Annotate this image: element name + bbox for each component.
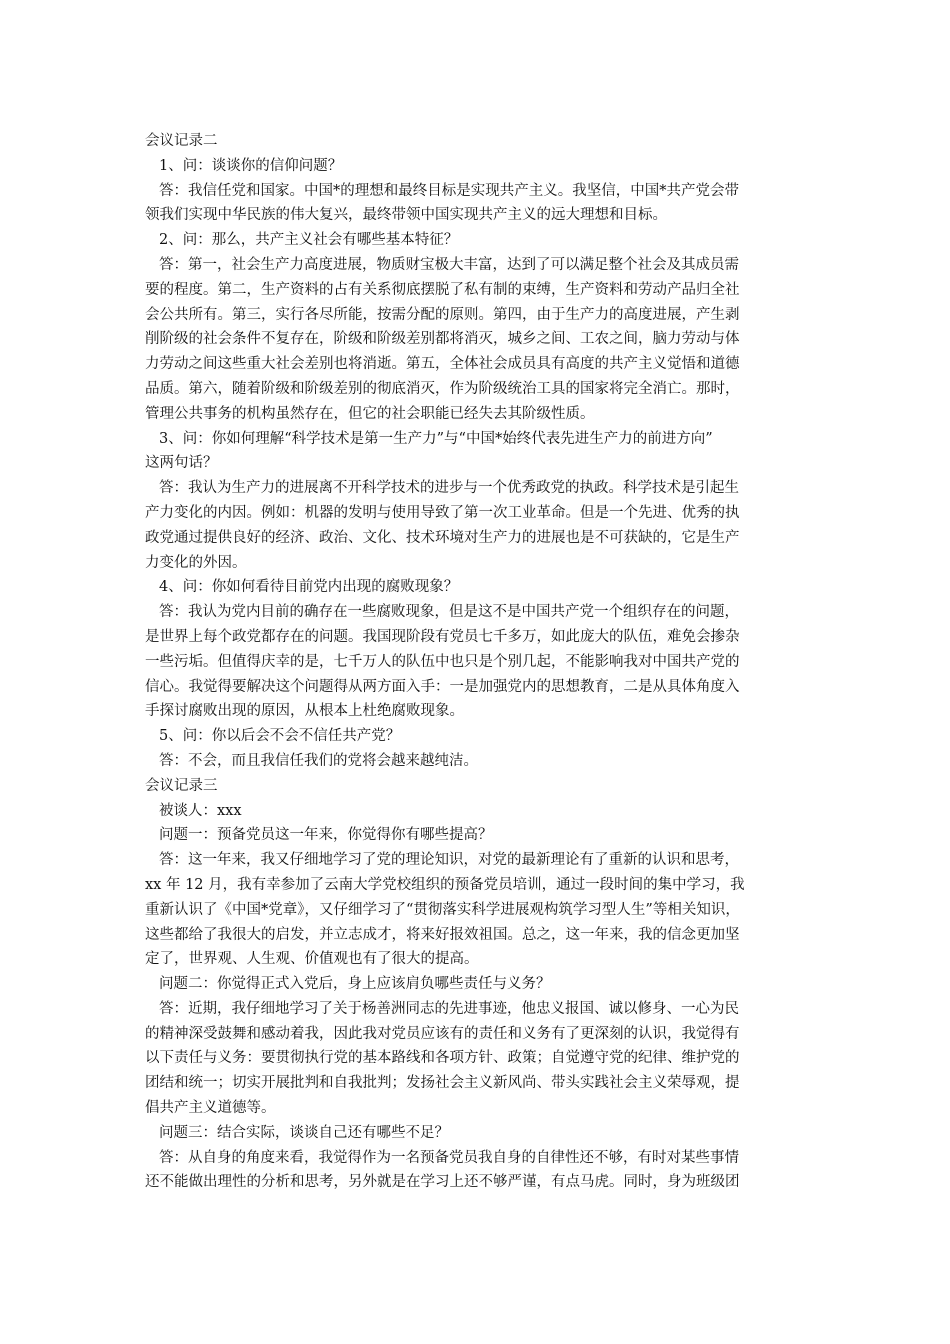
text-line: 力变化的外因。 [145, 554, 247, 571]
text-line: 削阶级的社会条件不复存在，阶级和阶级差别都将消灭，城乡之间、工农之间，脑力劳动与体 [145, 331, 740, 348]
text-line: 手探讨腐败出现的原因，从根本上杜绝腐败现象。 [145, 703, 464, 720]
text-line: 这些都给了我很大的启发，并立志成才，将来好报效祖国。总之，这一年来，我的信念更加坚 [145, 926, 740, 943]
text-line: 重新认识了《中国*党章》，又仔细学习了“贯彻落实科学进展观构筑学习型人生”等相关知识， [145, 901, 740, 918]
text-line: 领我们实现中华民族的伟大复兴，最终带领中国实现共产主义的远大理想和目标。 [145, 207, 667, 224]
text-line: 答：我认为生产力的进展离不开科学技术的进步与一个优秀政党的执政。科学技术是引起生 [159, 480, 739, 497]
text-line: 这两句话？ [145, 455, 218, 472]
text-line: 2、问：那么，共产主义社会有哪些基本特征？ [159, 232, 459, 249]
text-line: 团结和统一；切实开展批判和自我批判；发扬社会主义新风尚、带头实践社会主义荣辱观，提 [145, 1075, 740, 1092]
text-line: 5、问：你以后会不会不信任共产党？ [159, 728, 401, 745]
text-line: 定了，世界观、人生观、价值观也有了很大的提高。 [145, 951, 479, 968]
text-line: 答：从自身的角度来看，我觉得作为一名预备党员我自身的自律性还不够，有时对某些事情 [159, 1149, 739, 1166]
text-line: 问题二：你觉得正式入党后，身上应该肩负哪些责任与义务？ [159, 976, 551, 993]
text-line: 以下责任与义务：要贯彻执行党的基本路线和各项方针、政策；自觉遵守党的纪律、维护党的 [145, 1050, 740, 1067]
text-line: 会公共所有。第三，实行各尽所能，按需分配的原则。第四，由于生产力的高度进展，产生剥 [145, 306, 740, 323]
text-line: 的精神深受鼓舞和感动着我，因此我对党员应该有的责任和义务有了更深刻的认识，我觉得有 [145, 1025, 740, 1042]
text-line: 问题一：预备党员这一年来，你觉得你有哪些提高？ [159, 827, 493, 844]
text-line: 还不能做出理性的分析和思考，另外就是在学习上还不够严谨，有点马虎。同时，身为班级团 [145, 1174, 740, 1191]
text-line: 答：我信任党和国家。中国*的理想和最终目标是实现共产主义。我坚信，中国*共产党会带 [159, 182, 739, 199]
text-line: 力劳动之间这些重大社会差别也将消逝。第五，全体社会成员具有高度的共产主义觉悟和道德 [145, 356, 740, 373]
text-line: 被谈人：xxx [159, 802, 242, 819]
text-line: 是世界上每个政党都存在的问题。我国现阶段有党员七千多万，如此庞大的队伍，难免会掺杂 [145, 628, 740, 645]
text-line: 一些污垢。但值得庆幸的是，七千万人的队伍中也只是个别几起，不能影响我对中国共产党的 [145, 653, 740, 670]
text-line: 答：第一，社会生产力高度进展，物质财宝极大丰富，达到了可以满足整个社会及其成员需 [159, 256, 739, 273]
text-line: 3、问：你如何理解“科学技术是第一生产力”与“中国*始终代表先进生产力的前进方向” [159, 430, 713, 447]
text-line: 管理公共事务的机构虽然存在，但它的社会职能已经失去其阶级性质。 [145, 405, 595, 422]
text-line: 产力变化的内因。例如：机器的发明与使用导致了第一次工业革命。但是一个先进、优秀的执 [145, 504, 740, 521]
text-line: 答：我认为党内目前的确存在一些腐败现象，但是这不是中国共产党一个组织存在的问题， [159, 604, 739, 621]
text-line: 4、问：你如何看待目前党内出现的腐败现象？ [159, 579, 459, 596]
text-line: xx 年 12 月，我有幸参加了云南大学党校组织的预备党员培训，通过一段时间的集中学习，我 [145, 876, 745, 893]
text-line: 答：这一年来，我又仔细地学习了党的理论知识，对党的最新理论有了重新的认识和思考， [159, 852, 739, 869]
text-line: 答：不会，而且我信任我们的党将会越来越纯洁。 [159, 752, 478, 769]
text-line: 答：近期，我仔细地学习了关于杨善洲同志的先进事迹，他忠义报国、诚以修身、一心为民 [159, 1000, 739, 1017]
text-line: 问题三：结合实际，谈谈自己还有哪些不足？ [159, 1124, 449, 1141]
document-page [145, 129, 815, 1195]
text-line: 会议记录三 [145, 777, 218, 794]
text-line: 政党通过提供良好的经济、政治、文化、技术环境对生产力的进展也是不可获缺的，它是生产 [145, 529, 740, 546]
text-line: 倡共产主义道德等。 [145, 1100, 276, 1117]
text-line: 1、问：谈谈你的信仰问题？ [159, 157, 343, 174]
text-line: 信心。我觉得要解决这个问题得从两方面入手：一是加强党内的思想教育，二是从具体角度入 [145, 678, 740, 695]
text-line: 品质。第六，随着阶级和阶级差别的彻底消灭，作为阶级统治工具的国家将完全消亡。那时， [145, 380, 740, 397]
text-line: 会议记录二 [145, 133, 218, 149]
text-line: 要的程度。第二，生产资料的占有关系彻底摆脱了私有制的束缚，生产资料和劳动产品归全社 [145, 281, 740, 298]
